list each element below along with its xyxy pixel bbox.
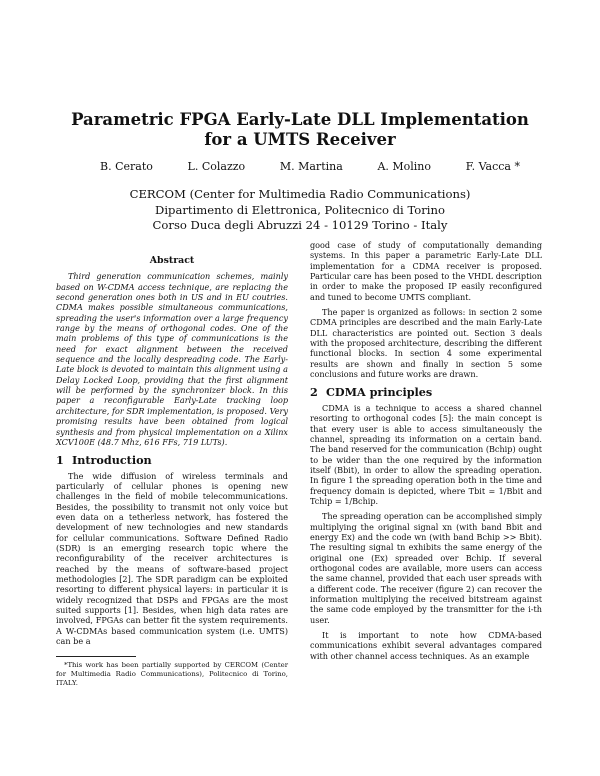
affiliation-line-3: Corso Duca degli Abruzzi 24 - 10129 Torino - Italy — [152, 218, 448, 232]
section-number: 2 — [310, 385, 318, 400]
body-paragraph: The spreading operation can be accomplished simply multiplying the original signal xn (with band Bbit and energy Ex) and the code wn (with band Bchip >> Bbit). The resulting signal tn exhibits the same energy of the original one (Ex) spreaded over Bchip. If several orthogonal codes are available, more users can access the same channel, provided that each user spreads with a different code. The receiver (figure 2) can recover the information multiplying the received bitstream against the same code employed by the transmitter for the i-th user. — [310, 511, 542, 625]
body-paragraph: The paper is organized as follows: in section 2 some CDMA principles are described and the main Early-Late DLL characteristics are pointed out. Section 3 deals with the proposed architecture, describing the different functional blocks. In section 4 some experimental results are shown and finally in section 5 some conclusions and future works are drawn. — [310, 307, 542, 380]
author: A. Molino — [377, 160, 432, 173]
affiliation-line-1: CERCOM (Center for Multimedia Radio Communications) — [129, 187, 471, 201]
abstract-heading: Abstract — [149, 255, 195, 266]
abstract-text: Third generation communication schemes, mainly based on W-CDMA access technique, are replacing the second generation ones both in US and in EU coutries. CDMA makes possible simultaneous communications, spreading the user's information over a large frequency range by the means of orthogonal codes. One of the main problems of this type of communications is the need for exact alignment between the received sequence and the locally despreading code. The Early-Late block is devoted to maintain this alignment using a Delay Locked Loop, providing that the first alignment will be performed by the synchronizer block. In this paper a reconfigurable Early-Late tracking loop architecture, for SDR implementation, is proposed. Very promising results have been obtained from logical synthesis and from physical implementation on a Xilinx XCV100E (48.7 Mhz, 616 FFs, 719 LUTs). — [56, 271, 288, 447]
affiliation — [0, 187, 600, 234]
section-title: CDMA principles — [326, 385, 433, 400]
footnote-rule — [56, 656, 136, 657]
affiliation-line-2: Dipartimento di Elettronica, Politecnico di Torino — [155, 202, 445, 217]
body-paragraph: It is important to note how CDMA-based communications exhibit several advantages compared with other channel access techniques. As an example — [310, 630, 542, 661]
section-number: 1 — [56, 453, 64, 468]
author: L. Colazzo — [187, 160, 246, 173]
section-heading-cdma — [310, 385, 542, 400]
section-title: Introduction — [72, 453, 152, 468]
author: M. Martina — [279, 160, 343, 173]
author: F. Vacca * — [465, 160, 520, 173]
author-list — [100, 160, 520, 173]
body-paragraph: good case of study of computationally demanding systems. In this paper a parametric Early-Late DLL implementation for a CDMA receiver is proposed. Particular care has been posed to the VHDL description in order to make the proposed IP easily reconfigured and tuned to become UMTS compliant. — [310, 240, 542, 302]
paper-title — [0, 110, 600, 150]
footnote: *This work has been partially supported by CERCOM (Center for Multimedia Radio Communications), Politecnico di Torino, ITALY. — [56, 661, 288, 687]
title-line-2: for a UMTS Receiver — [204, 130, 396, 149]
right-column — [310, 240, 542, 661]
body-paragraph: CDMA is a technique to access a shared channel resorting to orthogonal codes [5]: the main concept is that every user is able to access simultaneously the channel, spreading its information on a certain band. The band reserved for the communication (Bchip) ought to be wider than the one required by the information itself (Bbit), in order to allow the spreading operation. In figure 1 the spreading operation both in the time and frequency domain is depicted, where Tbit = 1/Bbit and Tchip = 1/Bchip. — [310, 402, 542, 506]
left-column — [56, 256, 288, 687]
author: B. Cerato — [100, 160, 153, 173]
title-line-1: Parametric FPGA Early-Late DLL Implementation — [71, 110, 529, 129]
section-heading-introduction — [56, 453, 288, 468]
intro-paragraph: The wide diffusion of wireless terminals and particularly of cellular phones is opening new challenges in the field of mobile telecommunications. Besides, the possibility to transmit not only voice but even data on a tetherless network, has fostered the development of new technologies and new standards for cellular communications. Software Defined Radio (SDR) is an emerging research topic where the reconfigurability of the receiver architectures is reached by the means of software-based project methodologies [2]. The SDR paradigm can be exploited resorting to different physical layers: in particular it is widely recognized that DSPs and FPGAs are the most suited supports [1]. Besides, when high data rates are involved, FPGAs can better fit the system requirements. A W-CDMAs based communication system (i.e. UMTS) can be a — [56, 470, 288, 647]
